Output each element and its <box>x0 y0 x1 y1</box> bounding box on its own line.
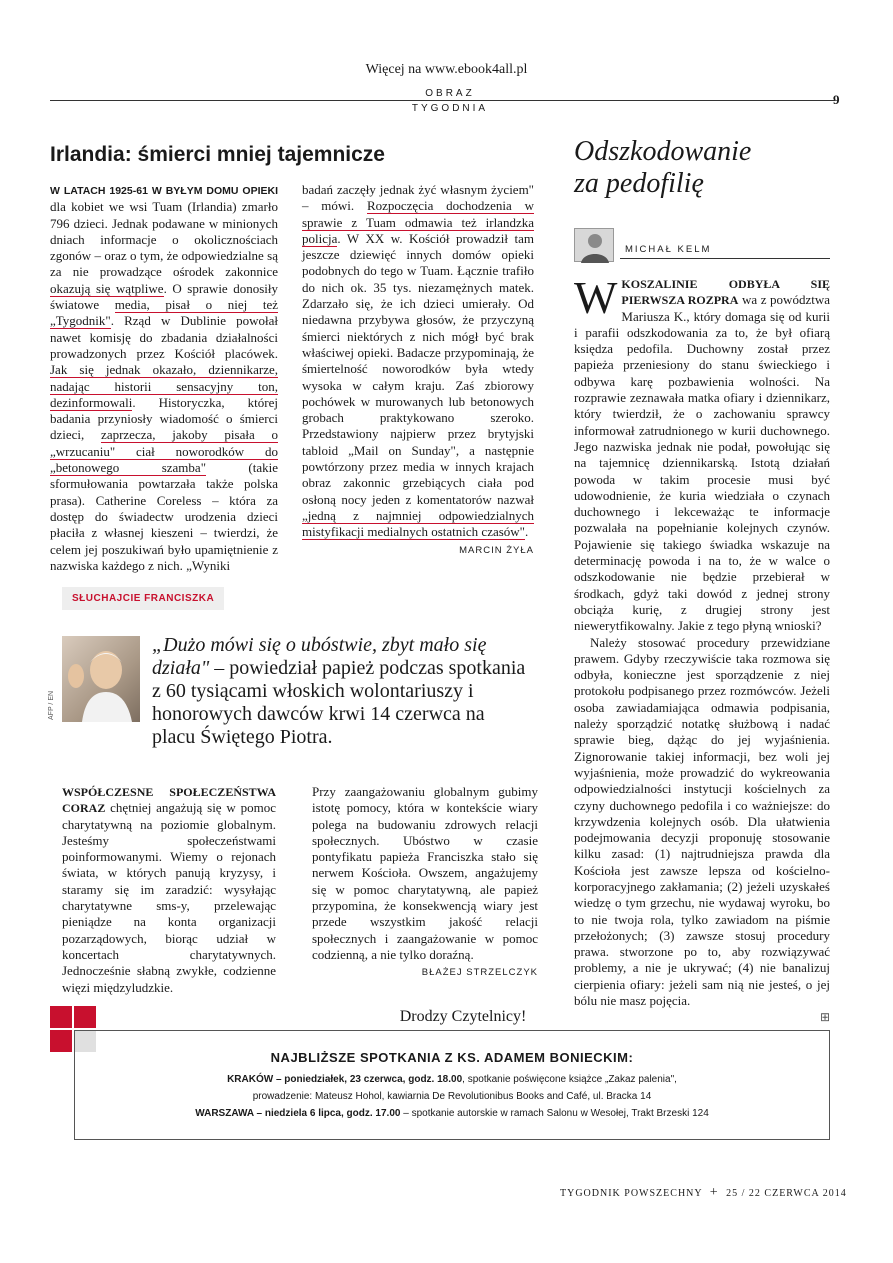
header-rule <box>50 100 835 101</box>
pope-quote <box>152 634 532 749</box>
franciszek-column-1 <box>62 784 276 996</box>
franciszek-column-2 <box>312 784 538 982</box>
section-tag-franciszek: SŁUCHAJCIE FRANCISZKA <box>62 587 224 610</box>
irlandia-column-1 <box>50 182 278 574</box>
author-name: MICHAŁ KELM <box>625 244 712 255</box>
person-icon <box>575 229 615 263</box>
pope-quote-italic: „Dużo mówi się o ubóstwie, zbyt mało się działa" <box>152 634 487 679</box>
footer-separator: + <box>709 1185 719 1200</box>
irlandia-text: . <box>525 524 529 540</box>
franciszek-lead: WSPÓŁCZESNE SPOŁECZEŃSTWA CORAZ <box>62 785 276 816</box>
irlandia-text: . W XX w. Kościół prowadził tam jeszcze dziewięć innych domów opieki podobnych do tego w Tuam. Łącznie trafiło do nich ok. 35 tys. niezamężnych matek. Zdarzało się, że ich dzieci umierały. Od niedawna przybywa głosów, że przyczyną śmierci niektórych z nich mógł być brak właściwej opieki. Badacze przypominają, że śmiertelność noworodków była wtedy wysoka w całym kraju. Zaś zbiorowy pochówek w murowanych lub betonowych grobach praktykowano szeroko. Przedstawiony najpierw przez brytyjski tabloid „Mail on Sunday", a następnie powtórzony przez media w innych krajach obraz zakonnic grzebiących ciała pod osłoną nocy jeden z komentatorów nazwał <box>302 230 534 507</box>
meeting-krakow-details: prowadzenie: Mateusz Hohol, kawiarnia De Revolutionibus Books and Café, ul. Bracka 14 <box>252 1091 652 1102</box>
pope-photo <box>62 636 140 722</box>
irlandia-text: . Rząd w Dublinie powołał nawet komisję do zbadania działalności prowadzonych przez Kościół placówek. <box>50 313 278 361</box>
section-label-line2: TYGODNIA <box>411 103 489 114</box>
irlandia-column-2 <box>302 182 534 559</box>
highlight-underline: Jak się jednak okazało, dziennikarze, nadając historii sensacyjny ton, dezinformowali <box>50 362 278 410</box>
meeting-warszawa-date: WARSZAWA – niedziela 6 lipca, godz. 17.00 <box>195 1108 401 1119</box>
meeting-warszawa <box>74 1107 830 1120</box>
article-title-irlandia: Irlandia: śmierci mniej tajemnicze <box>50 143 385 166</box>
footer-issue <box>560 1185 847 1201</box>
pope-portrait-icon <box>62 636 140 722</box>
decor-red-square <box>50 1006 72 1028</box>
section-label-line1: OBRAZ <box>425 88 475 99</box>
irlandia-text: dla kobiet we wsi Tuam (Irlandia) zmarło 796 dzieci. Jednak podawane w minionych dniach informacje o okolicznościach zgonów – oraz o tym, że odpowiedzialne są za nie prowadzące ośrodek zakonnice <box>50 199 278 280</box>
dropcap: W <box>574 272 618 323</box>
issue-info: 25 / 22 CZERWCA 2014 <box>726 1188 847 1199</box>
irlandia-text: . O sprawie donosiły światowe <box>50 280 279 313</box>
page-number: 9 <box>833 92 840 107</box>
decor-red-square <box>50 1030 72 1052</box>
franciszek-text: Przy zaangażowaniu globalnym gubimy istotę pomocy, która w kontekście wiary polega na budowaniu zdrowych relacji społecznych. Ubóstwo w czasie pontyfikatu papieża Franciszka stało się nerwem Kościoła. Owszem, angażujemy się w pomoc charytatywną, ale papież przypomina, że konsekwencją wiary jest przede wszystkim jakość relacji społecznych i zaangażowanie w pomoc codzienną, a nie tylko doraźną. <box>312 784 538 962</box>
top-link-text[interactable]: Więcej na www.ebook4all.pl <box>365 62 528 77</box>
pope-quote-rest: – powiedział papież podczas spotkania z 60 tysiącami włoskich wolontariuszy i honorowych dawców krwi 14 czerwca na placu Świętego Piotra. <box>152 657 526 748</box>
meeting-krakow-date: KRAKÓW – poniedziałek, 23 czerwca, godz. 18.00 <box>227 1074 463 1085</box>
meeting-warszawa-desc: – spotkanie autorskie w ramach Salonu w Wesołej, Trakt Brzeski 124 <box>400 1108 709 1119</box>
meeting-krakow-desc: , spotkanie poświęcone książce „Zakaz palenia", <box>462 1074 677 1085</box>
publication-name: TYGODNIK POWSZECHNY <box>560 1188 703 1199</box>
highlight-underline: Rozpoczęcia dochodzenia w sprawie z Tuam odmawia też irlandzka policja <box>302 198 534 246</box>
odszkodowanie-paragraph-2: Należy stosować procedury przewidziane prawem. Gdyby rzeczywiście taka rozmowa się odbyła, konieczne jest sporządzenie z niej protokołu podpisanego przez rozmówców. Jeżeli osoba zawiadamiająca odmawia podpisania, należy sporządzić notatkę służbową i nadać sprawie bieg, dążąc do jej wyjaśnienia. Zignorowanie takiej informacji, bez woli jej wyjaśnienia, może prowadzić do wykreowania odpowiedzialności instytucji kościelnych za czyny duchownego pedofila i co ważniejsze: do krzywdzenia kolejnych osób. Dla ułatwienia podejmowania decyzji proponuję stosowanie kilku zasad: (1) najtrudniejsza prawda dla Kościoła jest zawsze lepsza od kościelno-korporacyjnego zakłamania; (2) jeżeli uzyskałeś wiedzę o tym grzechu, nie wydawaj wyroku, bo to nie twoja rola, tylko zawiadom na piśmie przełożonych; (3) zawsze stosuj procedury prawa. stworzone po to, aby rozwiązywać problemy, a nie je ukrywać; (4) nie banalizuj cierpienia ofiary: jeżeli sam nią nie jesteś, o jej bólu nie masz pojęcia. <box>574 634 830 1009</box>
photo-credit: AFP / EN <box>48 690 55 720</box>
irlandia-lead: W LATACH 1925-61 W BYŁYM DOMU OPIEKI <box>50 185 278 197</box>
article-title-odszkodowanie <box>574 136 751 200</box>
title-line-2: za pedofilię <box>574 168 704 199</box>
author-rule <box>620 258 830 259</box>
odszkodowanie-lead: KOSZALINIE ODBYŁA SIĘ PIERWSZA ROZPRA <box>621 277 830 308</box>
decor-red-square <box>74 1006 96 1028</box>
section-label <box>380 86 520 116</box>
author-signature: MARCIN ŻYŁA <box>459 544 534 556</box>
title-line-1: Odszkodowanie <box>574 136 752 167</box>
odszkodowanie-text: wa z powództwa Mariusza K., który domaga się od kurii i parafii odszkodowania za to, że był ofiarą księdza pedofila. Duchowny został przez papieża przeniesiony do stanu świeckiego i odbywa karę pozbawienia wolności. Na rozprawie zeznawała matka ofiary i dziennikarz, który twierdził, że o zachowaniu sprawcy informował zatrudnionego w kurii duchownego. Jego nazwiska jednak nie podał, powołując się na tajemnicę dziennikarską. Istotą działań powoda w takim procesie musi być udowodnienie, że kuria wiedziała o czynach duchownego i lekceważąc te informacje pozwalała na popełnianie kolejnych czynów. Pojawienie się takiego świadka wskazuje na determinację powoda i na to, że w walce o odszkodowanie nie będzie przebierał w środkach, gdyż taki dowód z jednej strony obciąża kurię, z drugiej strony jest niewerytfikowalny. Jakie z tego płyną wnioski? <box>574 292 830 634</box>
irlandia-text: . Historyczka, której badania przyniosły wiadomość o śmierci dzieci, <box>50 394 278 443</box>
highlight-underline: media, pisał o niej też „Tygodnik" <box>50 297 278 329</box>
franciszek-text: chętniej angażują się w pomoc charytatywną na poziomie globalnym. Jesteśmy społeczeństwami poinformowanymi. Wiemy o rejonach świata, w których panują kryzysy, i staramy się im zaradzić: wysyłając charytatywne sms-y, przelewając pieniądze na konta organizacji pozarządowych, biorąc udział w koncertach charytatywnych. Jednocześnie słabną zwykłe, codzienne więzi międzyludzkie. <box>62 800 276 995</box>
highlight-underline: okazują się wątpliwe <box>50 280 164 296</box>
irlandia-text: badań zaczęły jednak żyć własnym życiem" – mówi. <box>302 182 534 214</box>
readers-heading: Drodzy Czytelnicy! <box>399 1008 527 1025</box>
highlight-underline: zaprzecza, jakoby pisała o „wrzucaniu" ciał noworodków do „betonowego szamba" <box>50 427 278 476</box>
meeting-krakow <box>74 1073 830 1086</box>
author-photo <box>574 228 614 262</box>
meetings-title: NAJBLIŻSZE SPOTKANIA Z KS. ADAMEM BONIECKIM: <box>270 1050 634 1065</box>
author-signature: BŁAŻEJ STRZELCZYK <box>421 967 538 979</box>
odszkodowanie-column <box>574 272 830 1026</box>
irlandia-text: (takie sformułowania powtarzała także polska prasa). Catherine Coreless – która za dostęp do świadectw urodzenia dzieci płaciła z własnej kieszeni – twierdzi, że celem jej poszukiwań było upamiętnienie z nazwiska każdego z nich. „Wyniki <box>50 460 278 573</box>
highlight-underline: „jedną z najmniej odpowiedzialnych mistyfikacji medialnych ostatnich czasów" <box>302 507 534 540</box>
end-of-article-icon: ⊞ <box>819 1010 830 1025</box>
